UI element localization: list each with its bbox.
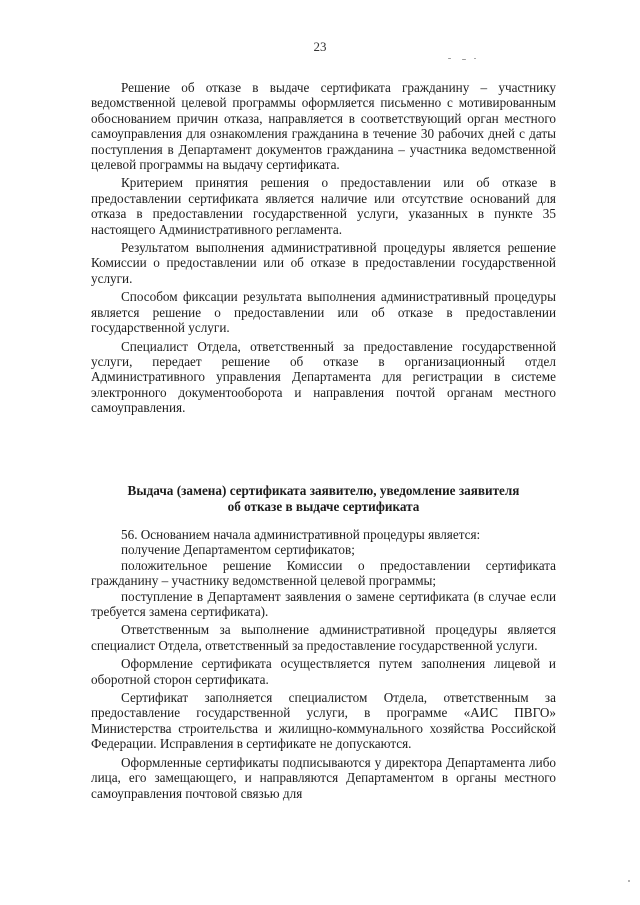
paragraph: получение Департаментом сертификатов; <box>121 542 355 558</box>
section-heading-line: об отказе в выдаче сертификата <box>227 499 420 514</box>
paragraph: Оформленные сертификаты подписываются у директора Департамента либо лица, его замещающего, и направляются Департаментом в органы местного самоуправления почтовой связью для <box>91 754 556 801</box>
paragraph: Сертификат заполняется специалистом Отдела, ответственным за предоставление государственной услуги, в программе «АИС ПВГО» Министерства строительства и жилищно-коммунального хозяйства Российской Федерации. Исправления в сертификате не допускаются. <box>91 690 556 752</box>
scan-speck <box>462 59 466 60</box>
page-number: 23 <box>313 39 327 54</box>
scan-speck <box>474 58 476 59</box>
section-heading <box>91 483 556 515</box>
scan-speck <box>628 880 630 882</box>
paragraph: Оформление сертификата осуществляется путем заполнения лицевой и оборотной сторон сертификата. <box>91 656 556 687</box>
paragraph: Ответственным за выполнение административной процедуры является специалист Отдела, ответственный за предоставление государственной услуги. <box>91 622 556 653</box>
section-heading-line: Выдача (замена) сертификата заявителю, уведомление заявителя <box>127 483 520 498</box>
scan-speck <box>448 58 451 59</box>
paragraph: Специалист Отдела, ответственный за предоставление государственной услуги, передает решение об отказе в организационный отдел Административного управления Департамента для регистрации в системе электронного документооборота и направления почтой органам местного самоуправления. <box>91 338 556 416</box>
paragraph: Решение об отказе в выдаче сертификата гражданину – участнику ведомственной целевой программы оформляется письменно с мотивированным обоснованием причин отказа, направляется в соответствующий орган местного самоуправления для ознакомления гражданина в течение 30 рабочих дней с даты поступления в Департамент документов гражданина – участника ведомственной целевой программы на выдачу сертификата. <box>91 80 556 173</box>
body-text-bottom <box>91 527 556 804</box>
paragraph: 56. Основанием начала административной процедуры является: <box>121 527 481 542</box>
paragraph: поступление в Департамент заявления о замене сертификата (в случае если требуется замена сертификата). <box>91 588 556 620</box>
paragraph: Способом фиксации результата выполнения административный процедуры является решение о предоставлении или об отказе в предоставлении государственной услуги. <box>91 289 556 336</box>
paragraph: Критерием принятия решения о предоставлении или об отказе в предоставлении сертификата является наличие или отсутствие оснований для отказа в предоставлении государственной услуги, указанных в пункте 35 настоящего Административного регламента. <box>91 175 556 237</box>
paragraph: положительное решение Комиссии о предоставлении сертификата гражданину – участнику ведомственной целевой программы; <box>91 557 556 589</box>
paragraph: Результатом выполнения административной процедуры является решение Комиссии о предоставлении или об отказе в предоставлении государственной услуги. <box>91 240 556 286</box>
body-text-top <box>91 80 556 419</box>
